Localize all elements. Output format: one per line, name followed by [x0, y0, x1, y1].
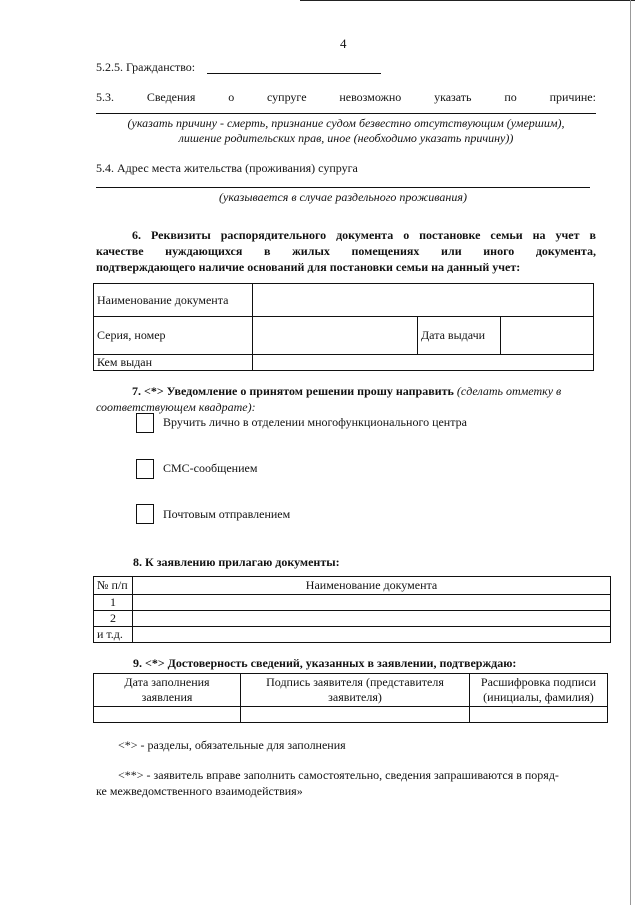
notify-in-person-checkbox[interactable] [136, 413, 154, 433]
s6-word: качестве [96, 244, 144, 258]
notify-sms-label: СМС-сообщением [163, 461, 258, 475]
signature-header-line2: заявителя) [328, 690, 382, 704]
spouse-reason-hint [96, 116, 596, 146]
fill-date-header-line1: Дата заполнения [124, 675, 210, 689]
issue-date-label: Дата выдачи [418, 317, 501, 355]
table-row-number: и т.д. [94, 627, 133, 643]
doc-num-header: № п/п [94, 577, 133, 595]
signature-decode-header-line2: (инициалы, фамилия) [483, 690, 594, 704]
spouse-address-label: 5.4. Адрес места жительства (проживания) супруга [96, 161, 358, 175]
section-6-title-line2 [96, 243, 596, 259]
doc-name-header: Наименование документа [133, 577, 611, 595]
section-7-title-line2: соответствующем квадрате): [96, 400, 256, 414]
notify-mail-label: Почтовым отправлением [163, 507, 291, 521]
s6-word: семьи [490, 228, 523, 242]
table-row-doc-cell[interactable] [133, 611, 611, 627]
section-6-title [96, 227, 596, 275]
s6-word: документа, [535, 244, 596, 258]
signature-header-line1: Подпись заявителя (представителя [266, 675, 444, 689]
spouse-reason-hint-line1: (указать причину - смерть, признание судом безвестно отсутствующим (умершим), [127, 116, 565, 130]
citizenship-label: 5.2.5. Гражданство: [96, 60, 196, 74]
signature-cell[interactable] [241, 707, 470, 723]
s6-word: учет [555, 228, 580, 242]
section-8-title: 8. К заявлению прилагаю документы: [133, 555, 340, 569]
fill-date-cell[interactable] [94, 707, 241, 723]
doc-name-cell[interactable] [253, 284, 594, 317]
section-9-title: 9. <*> Достоверность сведений, указанных в заявлении, подтверждаю: [133, 656, 517, 670]
section-6-title-line1 [96, 227, 596, 243]
issue-date-cell[interactable] [501, 317, 594, 355]
doc-name-label: Наименование документа [94, 284, 253, 317]
signature-decode-cell[interactable] [470, 707, 608, 723]
s6-word: иного [483, 244, 515, 258]
s53-word: невозможно [339, 90, 402, 104]
notify-in-person-label: Вручить лично в отделении многофункционального центра [163, 415, 467, 429]
spouse-reason-hint-line2: лишение родительских прав, иное (необходимо указать причину)) [178, 131, 514, 145]
s6-word: в [589, 228, 596, 242]
scan-top-edge [300, 0, 635, 1]
spouse-address-field-line[interactable] [96, 187, 590, 188]
signature-header [241, 674, 470, 707]
s53-word: 5.3. [96, 90, 114, 104]
fill-date-header [94, 674, 241, 707]
s6-word: помещениях [351, 244, 420, 258]
notify-mail-checkbox[interactable] [136, 504, 154, 524]
table-row-number: 2 [94, 611, 133, 627]
optional-note-line2: ке межведомственного взаимодействия» [96, 784, 303, 798]
s6-word: в [264, 244, 271, 258]
s6-word: на [532, 228, 546, 242]
signature-decode-header [470, 674, 608, 707]
optional-sections-note [96, 767, 601, 799]
table-row-doc-cell[interactable] [133, 595, 611, 611]
s53-word: о [228, 90, 235, 104]
spouse-address-hint: (указывается в случае раздельного проживания) [219, 190, 467, 204]
table-row-number: 1 [94, 595, 133, 611]
scan-right-edge [630, 0, 631, 905]
optional-note-line1: <**> - заявитель вправе заполнить самостоятельно, сведения запрашиваются в поряд- [118, 768, 559, 782]
required-sections-note: <*> - разделы, обязательные для заполнения [118, 738, 346, 752]
s6-word: или [441, 244, 462, 258]
section-7-title-bold: 7. <*> Уведомление о принятом решении прошу направить [132, 384, 454, 398]
confirmation-table [93, 673, 608, 723]
decision-document-table [93, 283, 594, 371]
attached-documents-table [93, 576, 611, 643]
s53-word: причине: [549, 90, 596, 104]
spouse-info-unavailable-row [96, 90, 596, 105]
s6-word: Реквизиты [150, 228, 211, 242]
s6-word: распорядительного [220, 228, 327, 242]
series-number-label: Серия, номер [94, 317, 253, 355]
s53-word: супруге [267, 90, 307, 104]
s6-word: документа [336, 228, 394, 242]
series-number-cell[interactable] [253, 317, 418, 355]
spouse-reason-field-line[interactable] [96, 113, 596, 114]
section-7-title [96, 383, 596, 415]
issued-by-label: Кем выдан [94, 355, 253, 371]
section-6-title-line3: подтверждающего наличие оснований для постановки семьи на данный учет: [96, 260, 521, 274]
signature-decode-header-line1: Расшифровка подписи [480, 675, 597, 689]
s6-word: жилых [292, 244, 330, 258]
s6-word: о [403, 228, 410, 242]
issued-by-cell[interactable] [253, 355, 594, 371]
s6-word: постановке [419, 228, 481, 242]
table-row-doc-cell[interactable] [133, 627, 611, 643]
s6-word: 6. [132, 228, 141, 242]
section-7-title-italic: (сделать отметку в [453, 384, 562, 398]
citizenship-field-line[interactable] [207, 73, 381, 74]
fill-date-header-line2: заявления [141, 690, 193, 704]
notify-sms-checkbox[interactable] [136, 459, 154, 479]
s6-word: нуждающихся [165, 244, 243, 258]
page-number: 4 [340, 36, 347, 51]
s53-word: указать [434, 90, 472, 104]
s53-word: Сведения [146, 90, 196, 104]
s53-word: по [504, 90, 517, 104]
